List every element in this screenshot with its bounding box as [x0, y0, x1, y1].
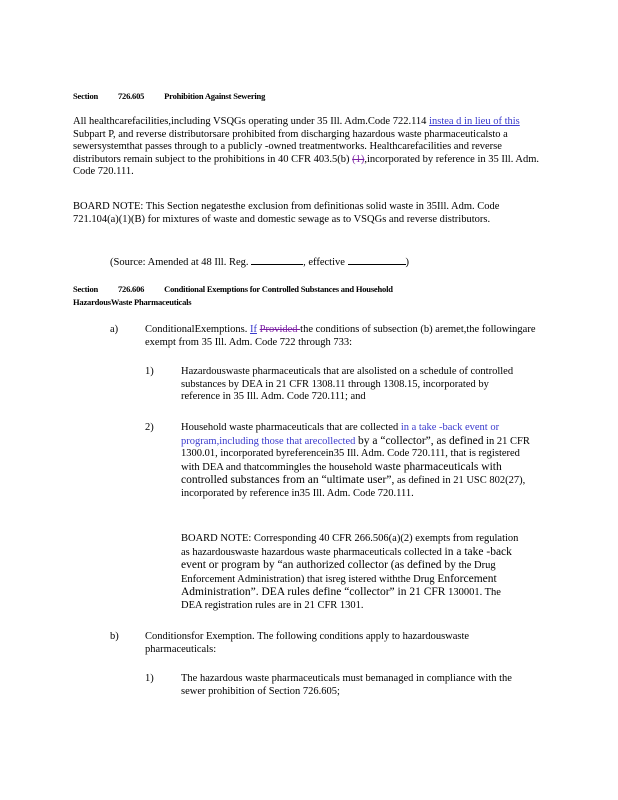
- section-label: Section: [73, 91, 99, 101]
- item-marker-a: a): [110, 324, 119, 335]
- item-marker-b1: 1): [145, 673, 154, 684]
- inserted-text: instea d in lieu of this: [429, 116, 520, 127]
- subsection-a1: Hazardouswaste pharmaceuticals that are alsolisted on a schedule of controlled substances by DEA in 21 CFR 1308.11 through 1308.15, incorporated by reference in 35 Ill. Adm. Code 720.111; and: [181, 366, 514, 403]
- deleted-text: (1): [352, 153, 365, 165]
- subsection-a: ConditionalExemptions. If Provided the conditions of subsection (b) aremet,the followingare exempt from 35 Ill. Adm. Code 722 through 733:: [145, 324, 536, 348]
- paragraph-prohibition: All healthcarefacilities,including VSQGs operating under 35 Ill. Adm.Code 722.114 instea d in lieu of this Subpart P, and reverse distributorsare prohibited from discharging hazardous waste pharmaceuticalsto a sewersystemthat passes through to a publicly -owned treatmentworks. Healthcarefacilities and reverse distributors remain subject to the prohibitions in 40 CFR 403.5(b) (1),incorporated by reference in 35 Ill. Adm. Code 720.111.: [73, 116, 540, 178]
- blank-line: [251, 255, 303, 265]
- subsection-a2: Household waste pharmaceuticals that are collected in a take -back event or program,including those that arecollected by a “collector”, as defined in 21 CFR 1300.01, incorporated byreferencein35 Ill. Adm. Code 720.111, that is registered with DEA and thatcommingles the household waste pharmaceuticals with controlled substances from an “ultimate user”, as defined in 21 USC 802(27), incorporated by reference in35 Ill. Adm. Code 720.111.: [181, 422, 530, 499]
- section-number: 726.605: [117, 91, 145, 101]
- board-note-605: BOARD NOTE: This Section negatesthe exclusion from definitionas solid waste in 35Ill. Adm. Code 721.104(a)(1)(B) for mixtures of waste and domestic sewage as to VSQGs and reverse distributors.: [73, 201, 500, 225]
- item-marker-a1: 1): [145, 366, 154, 377]
- source-line: (Source: Amended at 48 Ill. Reg. , effective ): [110, 257, 410, 268]
- section-heading-606: [73, 283, 553, 296]
- section-label: Section: [73, 284, 100, 294]
- section-title: Prohibition Against Sewering: [164, 91, 266, 101]
- item-marker-a2: 2): [145, 422, 154, 433]
- section-heading-606-line2: HazardousWaste Pharmaceuticals: [73, 297, 192, 307]
- item-marker-b: b): [110, 631, 119, 642]
- subsection-b: Conditionsfor Exemption. The following conditions apply to hazardouswaste pharmaceuticals:: [145, 631, 470, 655]
- section-title: Conditional Exemptions for Controlled Substances and Household: [164, 284, 393, 294]
- subsection-b1: The hazardous waste pharmaceuticals must bemanaged in compliance with the sewer prohibition of Section 726.605;: [181, 673, 512, 697]
- section-heading-605: [73, 90, 553, 103]
- board-note-606: BOARD NOTE: Corresponding 40 CFR 266.506(a)(2) exempts from regulation as hazardouswaste hazardous waste pharmaceuticals collected in a take -back event or program by “an authorized collector (as defined by the Drug Enforcement Administration) that isreg istered withthe Drug Enforcement Administration”. DEA rules define “collector” in 21 CFR 130001. The DEA registration rules are in 21 CFR 1301.: [181, 533, 519, 611]
- section-number: 726.606: [117, 284, 147, 294]
- blank-line: [348, 255, 406, 265]
